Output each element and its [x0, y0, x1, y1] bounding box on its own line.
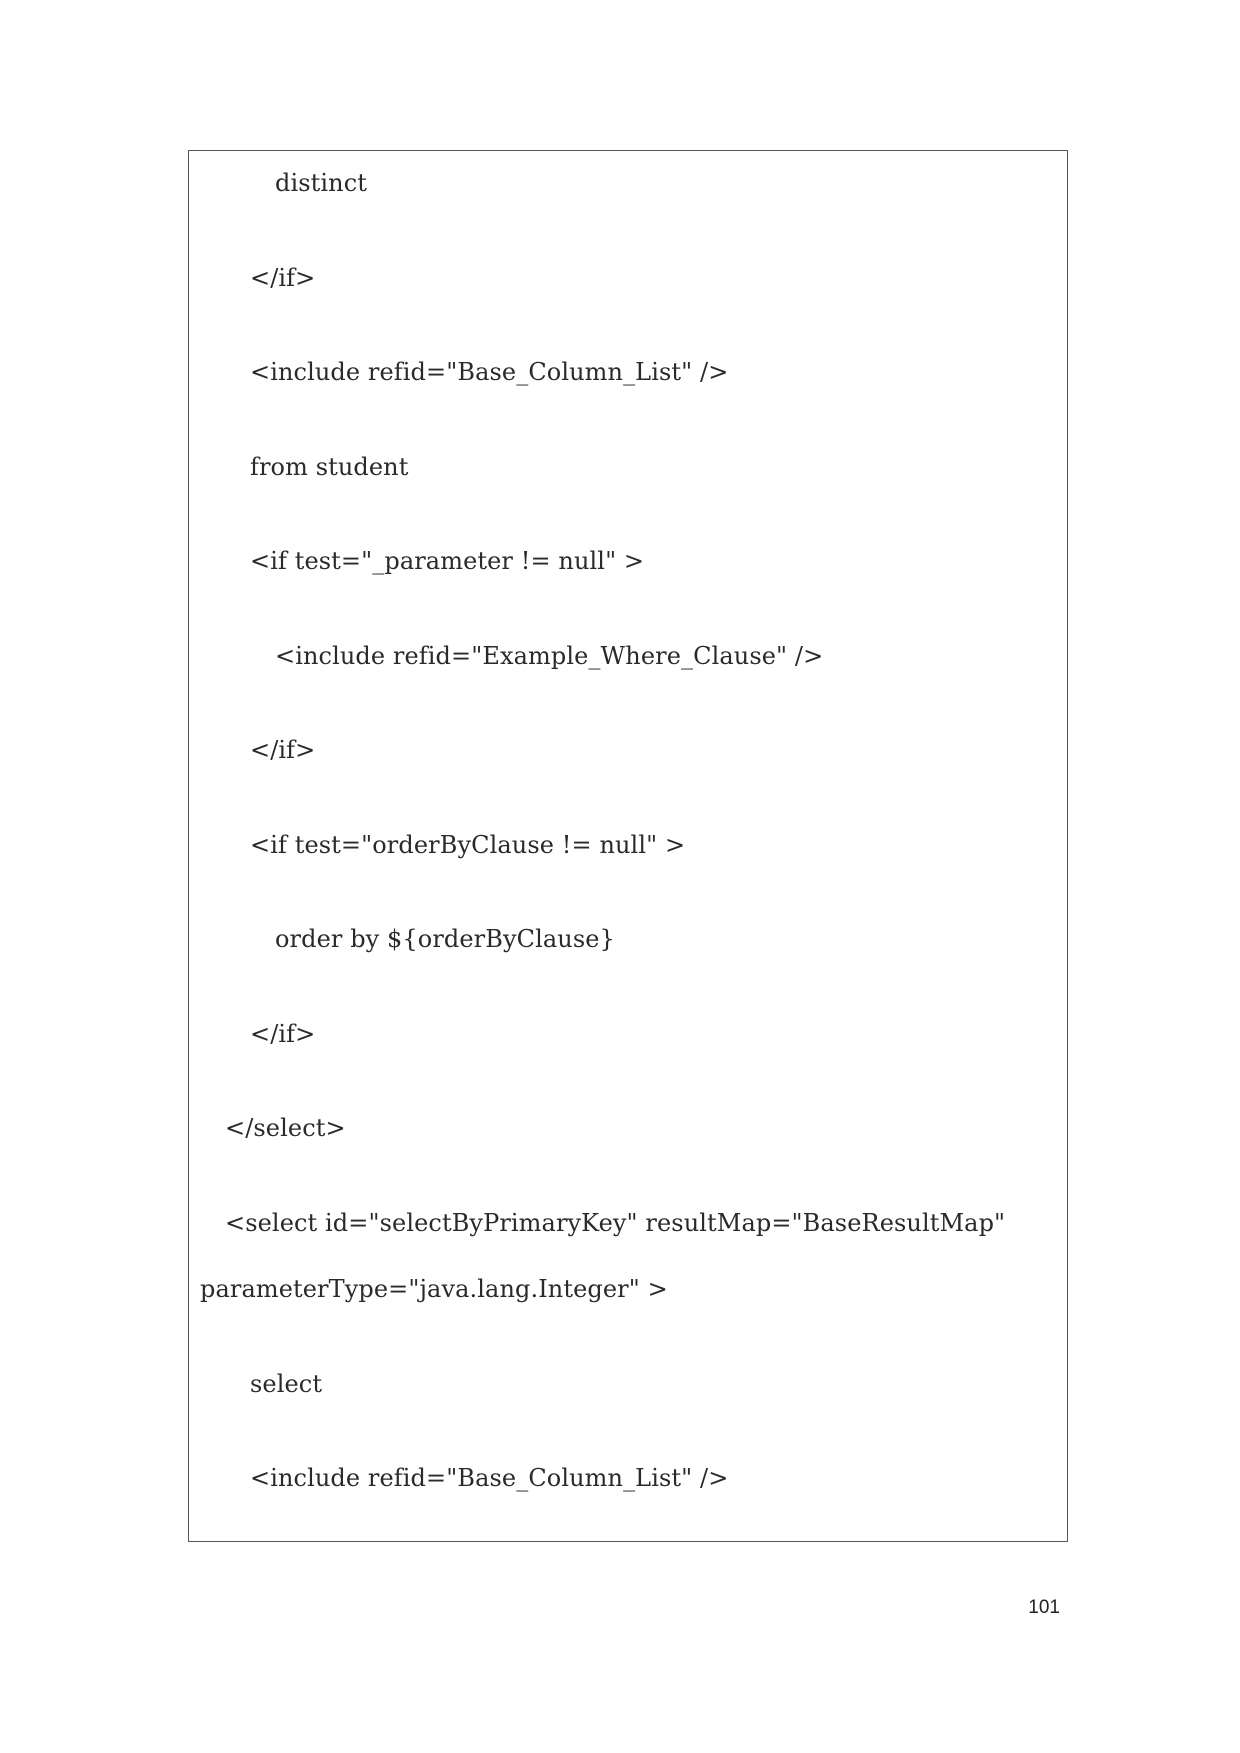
code-line: parameterType="java.lang.Integer" >	[200, 1275, 668, 1303]
page-number: 101	[1028, 1597, 1060, 1618]
code-line: </if>	[250, 736, 316, 764]
code-line: from student	[250, 453, 409, 481]
code-line: order by ${orderByClause}	[275, 925, 615, 953]
code-line: select	[250, 1370, 323, 1398]
code-line: </if>	[250, 1020, 316, 1048]
code-line: <include refid="Base_Column_List" />	[250, 1464, 729, 1492]
code-line: <if test="_parameter != null" >	[250, 547, 645, 575]
code-line: <include refid="Example_Where_Clause" />	[275, 642, 824, 670]
code-line: <if test="orderByClause != null" >	[250, 831, 686, 859]
code-line: </select>	[225, 1114, 346, 1142]
code-line: distinct	[275, 169, 368, 197]
code-line: </if>	[250, 264, 316, 292]
code-line: <select id="selectByPrimaryKey" resultMap="BaseResultMap"	[225, 1209, 1006, 1237]
code-line: <include refid="Base_Column_List" />	[250, 358, 729, 386]
